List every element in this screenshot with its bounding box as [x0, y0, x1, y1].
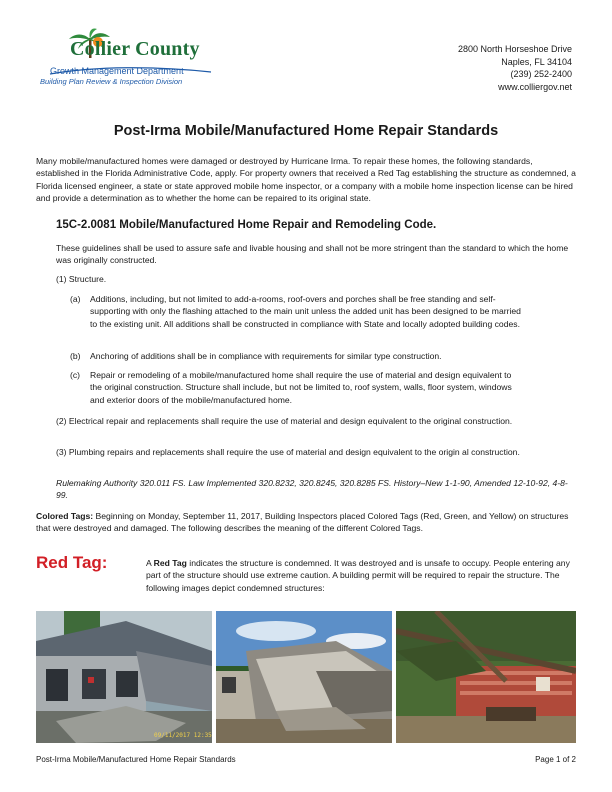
structure-item-a: [70, 293, 522, 357]
photo-tree-crushed-home: [396, 611, 576, 743]
electrical-paragraph: (2) Electrical repair and replacements shall require the use of material and design equivalent to the original construction.: [56, 416, 513, 426]
address-website[interactable]: www.colliergov.net: [498, 81, 572, 92]
footer-page-number: Page 1 of 2: [535, 755, 576, 764]
red-tag-description: [146, 557, 578, 594]
colored-tags-label: Colored Tags:: [36, 511, 94, 521]
address-street: 2800 North Horseshoe Drive: [457, 44, 572, 54]
structure-item-c: [70, 369, 522, 409]
photo-damaged-carport: [36, 611, 212, 743]
red-tag-bold: Red Tag: [153, 558, 187, 568]
logo-name: Collier County: [70, 38, 200, 60]
rulemaking-note: Rulemaking Authority 320.011 FS. Law Implemented 320.8232, 320.8245, 320.8285 FS. History–New 1-1-90, Amended 12-10-92, 4-8-99.: [56, 478, 568, 501]
plumbing-paragraph: (3) Plumbing repairs and replacements shall require the use of material and design equivalent to the origin al construction.: [56, 447, 520, 457]
code-intro: These guidelines shall be used to assure safe and livable housing and shall not be more stringent than the standard to which the home was originally constructed.: [56, 243, 569, 266]
item-label: (c): [70, 370, 81, 380]
photo-timestamp: 09/11/2017 12:35: [154, 732, 212, 739]
logo-division: Building Plan Review & Inspection Division: [40, 77, 183, 86]
logo-department: Growth Management Department: [50, 66, 184, 76]
item-label: (b): [70, 351, 81, 361]
address-block: [372, 43, 572, 93]
item-text: Additions, including, but not limited to add-a-rooms, roof-overs and porches shall be free standing and self-supporting with only the flashing attached to the main unit unless the added unit has been designed to be married to the existing unit. All additions shall be constructed in compliance with State and locally adopted building codes.: [90, 294, 521, 329]
item-label: (a): [70, 294, 81, 304]
red-tag-heading: Red Tag:: [36, 553, 108, 572]
photo-roof-torn: [216, 611, 392, 743]
red-tag-pre: A: [146, 558, 154, 568]
address-phone: (239) 252-2400: [510, 69, 572, 79]
structure-label: (1) Structure.: [56, 274, 107, 284]
red-tag-text: indicates the structure is condemned. It was destroyed and is unsafe to occupy. People entering any part of the structure should use extreme caution. A building permit will be required to repair the structure. The following images depict condemned structures:: [146, 558, 570, 593]
code-heading: 15C-2.0081 Mobile/Manufactured Home Repair and Remodeling Code.: [56, 219, 437, 231]
item-text: Anchoring of additions shall be in compliance with requirements for similar type construction.: [90, 351, 442, 361]
page-title: Post-Irma Mobile/Manufactured Home Repair Standards: [113, 123, 499, 139]
colored-tags-text: Beginning on Monday, September 11, 2017, Building Inspectors placed Colored Tags (Red, Green, and Yellow) on structures that were destroyed and damaged. The following describes the meaning of the different Colored Tags.: [36, 511, 569, 534]
intro-paragraph: Many mobile/manufactured homes were damaged or destroyed by Hurricane Irma. To repair these homes, the following standards, established in the Florida Administrative Code, apply. For property owners that received a Red Tag establishing the structure as condemned, a Florida licensed engineer, a state or state approved mobile home inspector, or a company with a mobile home inspection license can be hired and provide a determination as to whether the home can be repaired to its original state.: [36, 156, 576, 203]
footer-title: Post-Irma Mobile/Manufactured Home Repair Standards: [36, 755, 236, 764]
colored-tags-paragraph: [36, 510, 578, 535]
address-city: Naples, FL 34104: [501, 56, 572, 67]
item-text: Repair or remodeling of a mobile/manufactured home shall require the use of material and design equivalent to the original construction. Structure shall include, but not be limited to, roof system, walls, floor system, windows and exterior doors of the mobile/manufactured home.: [90, 370, 512, 405]
structure-item-b: [70, 350, 540, 364]
